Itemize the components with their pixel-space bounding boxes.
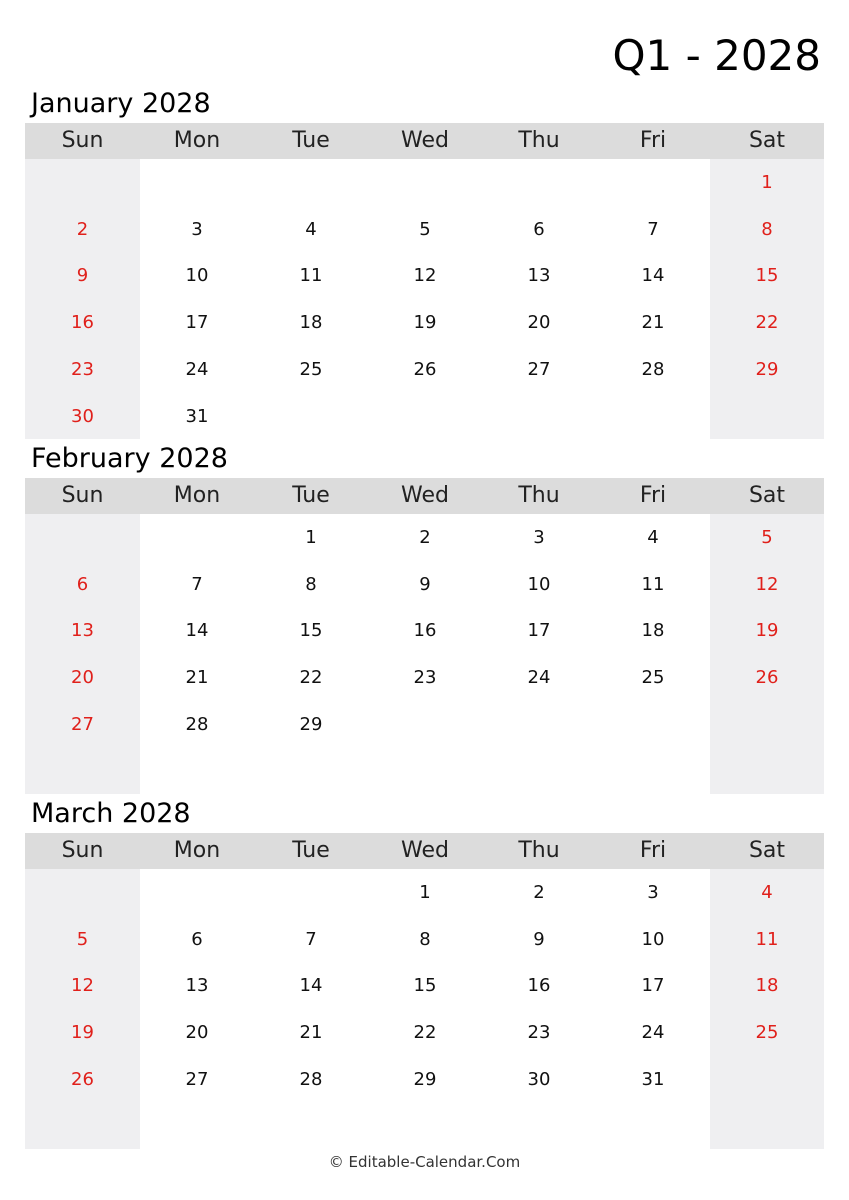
day-cell: 22	[755, 312, 779, 334]
day-cell: 4	[305, 218, 317, 240]
day-cell: 26	[413, 358, 437, 380]
day-cell: 10	[641, 928, 665, 950]
month-title: March 2028	[31, 798, 191, 829]
month-title: February 2028	[31, 443, 228, 474]
day-cell: 6	[533, 218, 545, 240]
day-cell: 10	[185, 265, 209, 287]
weekday-header: Tue	[292, 483, 330, 508]
day-cell: 19	[71, 1022, 94, 1044]
day-cell: 3	[191, 218, 203, 240]
day-cell: 12	[755, 573, 779, 595]
weekday-header: Mon	[173, 128, 221, 153]
day-cell: 22	[413, 1022, 437, 1044]
day-grid	[25, 514, 824, 794]
day-cell: 18	[299, 312, 323, 334]
weekday-header: Tue	[292, 128, 330, 153]
day-cell: 11	[299, 265, 323, 287]
day-grid	[25, 869, 824, 1149]
day-cell: 5	[76, 928, 89, 950]
day-cell: 25	[299, 358, 323, 380]
day-cell: 23	[71, 358, 94, 380]
day-cell: 2	[76, 218, 89, 240]
day-cell: 28	[185, 713, 209, 735]
day-cell: 19	[413, 312, 437, 334]
day-cell: 4	[647, 527, 659, 548]
day-cell: 22	[299, 667, 323, 689]
day-cell: 27	[527, 358, 551, 380]
weekday-header: Wed	[401, 128, 449, 153]
day-cell: 15	[413, 975, 437, 997]
page-title: Q1 - 2028	[612, 31, 821, 80]
day-cell: 21	[185, 667, 209, 689]
day-cell: 12	[413, 265, 437, 287]
day-cell: 8	[761, 218, 773, 240]
day-cell: 28	[641, 358, 665, 380]
day-cell: 1	[761, 172, 773, 193]
day-cell: 1	[419, 882, 431, 903]
day-cell: 9	[419, 573, 431, 595]
day-cell: 13	[527, 265, 551, 287]
day-cell: 20	[185, 1022, 209, 1044]
day-cell: 9	[76, 265, 89, 287]
day-cell: 18	[641, 620, 665, 642]
day-cell: 31	[641, 1068, 665, 1090]
weekday-header: Sat	[748, 128, 786, 153]
day-cell: 30	[71, 405, 94, 427]
day-cell: 14	[185, 620, 209, 642]
day-cell: 16	[71, 312, 94, 334]
weekday-header: Sat	[748, 838, 786, 863]
day-cell: 7	[647, 218, 659, 240]
day-cell: 25	[641, 667, 665, 689]
day-cell: 8	[419, 928, 431, 950]
day-cell: 2	[533, 882, 545, 903]
day-cell: 14	[299, 975, 323, 997]
day-cell: 29	[755, 358, 779, 380]
day-cell: 19	[755, 620, 779, 642]
day-cell: 21	[299, 1022, 323, 1044]
day-cell: 1	[305, 527, 317, 548]
day-cell: 13	[185, 975, 209, 997]
day-cell: 26	[71, 1068, 94, 1090]
weekday-header: Thu	[518, 483, 560, 508]
weekday-header: Mon	[173, 838, 221, 863]
day-cell: 25	[755, 1022, 779, 1044]
weekday-header: Wed	[401, 838, 449, 863]
day-cell: 9	[533, 928, 545, 950]
day-cell: 24	[185, 358, 209, 380]
day-cell: 27	[71, 713, 94, 735]
day-cell: 16	[413, 620, 437, 642]
day-cell: 26	[755, 667, 779, 689]
day-cell: 11	[641, 573, 665, 595]
day-cell: 29	[413, 1068, 437, 1090]
day-cell: 17	[641, 975, 665, 997]
day-cell: 16	[527, 975, 551, 997]
weekday-header: Fri	[639, 128, 667, 153]
month-title: January 2028	[31, 88, 211, 119]
day-cell: 30	[527, 1068, 551, 1090]
day-cell: 6	[191, 928, 203, 950]
day-cell: 6	[76, 573, 89, 595]
day-cell: 2	[419, 527, 431, 548]
day-cell: 5	[761, 527, 773, 548]
day-cell: 23	[527, 1022, 551, 1044]
weekday-header: Wed	[401, 483, 449, 508]
day-cell: 24	[527, 667, 551, 689]
day-cell: 5	[419, 218, 431, 240]
month-calendar	[25, 88, 824, 439]
day-cell: 15	[299, 620, 323, 642]
day-cell: 10	[527, 573, 551, 595]
day-cell: 17	[527, 620, 551, 642]
day-cell: 21	[641, 312, 665, 334]
day-cell: 31	[185, 405, 209, 427]
day-cell: 3	[533, 527, 545, 548]
day-cell: 29	[299, 713, 323, 735]
day-grid	[25, 159, 824, 439]
weekday-header: Thu	[518, 128, 560, 153]
weekday-header: Tue	[292, 838, 330, 863]
day-cell: 24	[641, 1022, 665, 1044]
day-cell: 7	[305, 928, 317, 950]
day-cell: 20	[71, 667, 94, 689]
month-calendar	[25, 798, 824, 1149]
month-calendar	[25, 443, 824, 794]
weekday-header: Sun	[61, 838, 104, 863]
day-cell: 4	[761, 882, 773, 903]
day-cell: 11	[755, 928, 779, 950]
day-cell: 28	[299, 1068, 323, 1090]
day-cell: 27	[185, 1068, 209, 1090]
day-cell: 13	[71, 620, 94, 642]
day-cell: 7	[191, 573, 203, 595]
day-cell: 12	[71, 975, 94, 997]
day-cell: 14	[641, 265, 665, 287]
weekday-header-row	[25, 833, 824, 869]
day-cell: 3	[647, 882, 659, 903]
day-cell: 18	[755, 975, 779, 997]
weekday-header: Thu	[518, 838, 560, 863]
footer-credit: © Editable-Calendar.Com	[328, 1153, 521, 1171]
day-cell: 17	[185, 312, 209, 334]
day-cell: 20	[527, 312, 551, 334]
weekday-header-row	[25, 478, 824, 514]
day-cell: 8	[305, 573, 317, 595]
weekday-header: Fri	[639, 838, 667, 863]
weekday-header: Sun	[61, 483, 104, 508]
weekday-header: Sat	[748, 483, 786, 508]
weekday-header: Fri	[639, 483, 667, 508]
day-cell: 15	[755, 265, 779, 287]
weekday-header: Mon	[173, 483, 221, 508]
weekday-header: Sun	[61, 128, 104, 153]
weekday-header-row	[25, 123, 824, 159]
day-cell: 23	[413, 667, 437, 689]
